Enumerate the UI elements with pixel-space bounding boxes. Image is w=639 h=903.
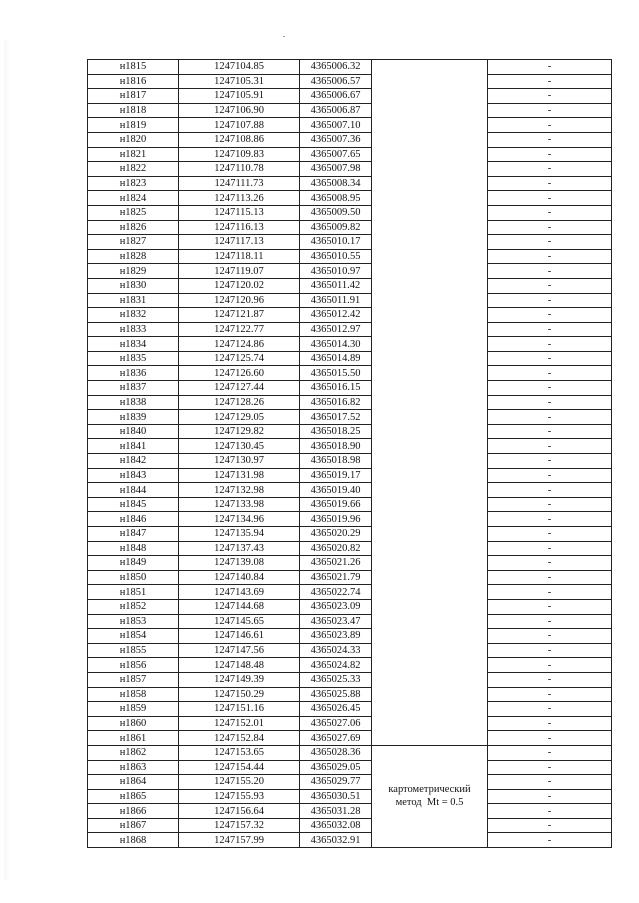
x-coordinate-cell: 1247152.84 bbox=[179, 731, 300, 746]
status-cell: - bbox=[488, 672, 612, 687]
status-cell: - bbox=[488, 731, 612, 746]
coordinates-table-body bbox=[88, 60, 612, 848]
y-coordinate-cell: 4365019.66 bbox=[300, 497, 372, 512]
point-id-cell: н1816 bbox=[88, 74, 179, 89]
y-coordinate-cell: 4365011.91 bbox=[300, 293, 372, 308]
status-cell: - bbox=[488, 191, 612, 206]
point-id-cell: н1845 bbox=[88, 497, 179, 512]
table-row bbox=[88, 775, 612, 790]
table-row bbox=[88, 89, 612, 104]
x-coordinate-cell: 1247120.02 bbox=[179, 278, 300, 293]
status-cell: - bbox=[488, 716, 612, 731]
table-row bbox=[88, 235, 612, 250]
status-cell: - bbox=[488, 541, 612, 556]
table-row bbox=[88, 789, 612, 804]
status-cell: - bbox=[488, 512, 612, 527]
status-cell: - bbox=[488, 439, 612, 454]
status-cell: - bbox=[488, 497, 612, 512]
y-coordinate-cell: 4365030.51 bbox=[300, 789, 372, 804]
point-id-cell: н1836 bbox=[88, 366, 179, 381]
x-coordinate-cell: 1247143.69 bbox=[179, 585, 300, 600]
y-coordinate-cell: 4365018.25 bbox=[300, 424, 372, 439]
y-coordinate-cell: 4365015.50 bbox=[300, 366, 372, 381]
table-row bbox=[88, 118, 612, 133]
status-cell: - bbox=[488, 162, 612, 177]
point-id-cell: н1854 bbox=[88, 629, 179, 644]
x-coordinate-cell: 1247119.07 bbox=[179, 264, 300, 279]
status-cell: - bbox=[488, 308, 612, 323]
table-row bbox=[88, 191, 612, 206]
status-cell: - bbox=[488, 468, 612, 483]
table-row bbox=[88, 103, 612, 118]
table-row bbox=[88, 147, 612, 162]
table-row bbox=[88, 658, 612, 673]
status-cell: - bbox=[488, 264, 612, 279]
table-row bbox=[88, 629, 612, 644]
x-coordinate-cell: 1247129.82 bbox=[179, 424, 300, 439]
point-id-cell: н1858 bbox=[88, 687, 179, 702]
status-cell: - bbox=[488, 629, 612, 644]
status-cell: - bbox=[488, 381, 612, 396]
table-row bbox=[88, 220, 612, 235]
point-id-cell: н1861 bbox=[88, 731, 179, 746]
y-coordinate-cell: 4365024.33 bbox=[300, 643, 372, 658]
status-cell: - bbox=[488, 176, 612, 191]
table-row bbox=[88, 570, 612, 585]
y-coordinate-cell: 4365031.28 bbox=[300, 804, 372, 819]
x-coordinate-cell: 1247125.74 bbox=[179, 351, 300, 366]
x-coordinate-cell: 1247150.29 bbox=[179, 687, 300, 702]
y-coordinate-cell: 4365024.82 bbox=[300, 658, 372, 673]
status-cell: - bbox=[488, 103, 612, 118]
x-coordinate-cell: 1247152.01 bbox=[179, 716, 300, 731]
status-cell: - bbox=[488, 337, 612, 352]
table-row bbox=[88, 745, 612, 760]
point-id-cell: н1851 bbox=[88, 585, 179, 600]
point-id-cell: н1840 bbox=[88, 424, 179, 439]
table-row bbox=[88, 614, 612, 629]
y-coordinate-cell: 4365010.97 bbox=[300, 264, 372, 279]
table-row bbox=[88, 162, 612, 177]
table-row bbox=[88, 833, 612, 848]
x-coordinate-cell: 1247157.32 bbox=[179, 818, 300, 833]
table-row bbox=[88, 249, 612, 264]
status-cell: - bbox=[488, 658, 612, 673]
x-coordinate-cell: 1247122.77 bbox=[179, 322, 300, 337]
table-row bbox=[88, 818, 612, 833]
table-row bbox=[88, 512, 612, 527]
table-row bbox=[88, 760, 612, 775]
x-coordinate-cell: 1247111.73 bbox=[179, 176, 300, 191]
point-id-cell: н1834 bbox=[88, 337, 179, 352]
table-row bbox=[88, 74, 612, 89]
point-id-cell: н1852 bbox=[88, 599, 179, 614]
y-coordinate-cell: 4365032.91 bbox=[300, 833, 372, 848]
status-cell: - bbox=[488, 775, 612, 790]
status-cell: - bbox=[488, 614, 612, 629]
y-coordinate-cell: 4365029.05 bbox=[300, 760, 372, 775]
x-coordinate-cell: 1247149.39 bbox=[179, 672, 300, 687]
status-cell: - bbox=[488, 527, 612, 542]
point-id-cell: н1824 bbox=[88, 191, 179, 206]
status-cell: - bbox=[488, 687, 612, 702]
x-coordinate-cell: 1247110.78 bbox=[179, 162, 300, 177]
table-row bbox=[88, 731, 612, 746]
y-coordinate-cell: 4365019.40 bbox=[300, 483, 372, 498]
point-id-cell: н1859 bbox=[88, 702, 179, 717]
y-coordinate-cell: 4365009.50 bbox=[300, 205, 372, 220]
point-id-cell: н1865 bbox=[88, 789, 179, 804]
point-id-cell: н1862 bbox=[88, 745, 179, 760]
y-coordinate-cell: 4365032.08 bbox=[300, 818, 372, 833]
x-coordinate-cell: 1247154.44 bbox=[179, 760, 300, 775]
y-coordinate-cell: 4365017.52 bbox=[300, 410, 372, 425]
table-row bbox=[88, 366, 612, 381]
y-coordinate-cell: 4365018.98 bbox=[300, 454, 372, 469]
method-note-cell bbox=[372, 745, 488, 847]
status-cell: - bbox=[488, 205, 612, 220]
y-coordinate-cell: 4365023.09 bbox=[300, 599, 372, 614]
x-coordinate-cell: 1247121.87 bbox=[179, 308, 300, 323]
point-id-cell: н1867 bbox=[88, 818, 179, 833]
table-row bbox=[88, 132, 612, 147]
table-row bbox=[88, 585, 612, 600]
table-row bbox=[88, 527, 612, 542]
table-row bbox=[88, 395, 612, 410]
y-coordinate-cell: 4365019.17 bbox=[300, 468, 372, 483]
point-id-cell: н1819 bbox=[88, 118, 179, 133]
table-row bbox=[88, 176, 612, 191]
point-id-cell: н1849 bbox=[88, 556, 179, 571]
status-cell: - bbox=[488, 818, 612, 833]
status-cell: - bbox=[488, 118, 612, 133]
x-coordinate-cell: 1247124.86 bbox=[179, 337, 300, 352]
x-coordinate-cell: 1247135.94 bbox=[179, 527, 300, 542]
x-coordinate-cell: 1247139.08 bbox=[179, 556, 300, 571]
status-cell: - bbox=[488, 366, 612, 381]
point-id-cell: н1822 bbox=[88, 162, 179, 177]
table-row bbox=[88, 424, 612, 439]
method-note-line1: картометрический bbox=[388, 784, 471, 796]
status-cell: - bbox=[488, 804, 612, 819]
x-coordinate-cell: 1247129.05 bbox=[179, 410, 300, 425]
point-id-cell: н1868 bbox=[88, 833, 179, 848]
y-coordinate-cell: 4365027.06 bbox=[300, 716, 372, 731]
point-id-cell: н1828 bbox=[88, 249, 179, 264]
y-coordinate-cell: 4365007.10 bbox=[300, 118, 372, 133]
table-row bbox=[88, 672, 612, 687]
point-id-cell: н1830 bbox=[88, 278, 179, 293]
table-row bbox=[88, 468, 612, 483]
x-coordinate-cell: 1247127.44 bbox=[179, 381, 300, 396]
status-cell: - bbox=[488, 833, 612, 848]
y-coordinate-cell: 4365023.47 bbox=[300, 614, 372, 629]
x-coordinate-cell: 1247104.85 bbox=[179, 60, 300, 75]
status-cell: - bbox=[488, 556, 612, 571]
x-coordinate-cell: 1247144.68 bbox=[179, 599, 300, 614]
point-id-cell: н1831 bbox=[88, 293, 179, 308]
point-id-cell: н1866 bbox=[88, 804, 179, 819]
x-coordinate-cell: 1247116.13 bbox=[179, 220, 300, 235]
x-coordinate-cell: 1247118.11 bbox=[179, 249, 300, 264]
table-row bbox=[88, 804, 612, 819]
table-row bbox=[88, 483, 612, 498]
y-coordinate-cell: 4365029.77 bbox=[300, 775, 372, 790]
status-cell: - bbox=[488, 483, 612, 498]
table-row bbox=[88, 264, 612, 279]
y-coordinate-cell: 4365007.98 bbox=[300, 162, 372, 177]
table-row bbox=[88, 308, 612, 323]
status-cell: - bbox=[488, 454, 612, 469]
status-cell: - bbox=[488, 410, 612, 425]
y-coordinate-cell: 4365011.42 bbox=[300, 278, 372, 293]
x-coordinate-cell: 1247155.93 bbox=[179, 789, 300, 804]
table-row bbox=[88, 351, 612, 366]
status-cell: - bbox=[488, 643, 612, 658]
y-coordinate-cell: 4365021.79 bbox=[300, 570, 372, 585]
point-id-cell: н1818 bbox=[88, 103, 179, 118]
table-row bbox=[88, 381, 612, 396]
point-id-cell: н1829 bbox=[88, 264, 179, 279]
x-coordinate-cell: 1247153.65 bbox=[179, 745, 300, 760]
x-coordinate-cell: 1247133.98 bbox=[179, 497, 300, 512]
y-coordinate-cell: 4365021.26 bbox=[300, 556, 372, 571]
y-coordinate-cell: 4365009.82 bbox=[300, 220, 372, 235]
y-coordinate-cell: 4365007.36 bbox=[300, 132, 372, 147]
x-coordinate-cell: 1247134.96 bbox=[179, 512, 300, 527]
table-row bbox=[88, 454, 612, 469]
y-coordinate-cell: 4365028.36 bbox=[300, 745, 372, 760]
y-coordinate-cell: 4365020.29 bbox=[300, 527, 372, 542]
scan-margin-shadow bbox=[4, 40, 10, 880]
table-row bbox=[88, 716, 612, 731]
point-id-cell: н1825 bbox=[88, 205, 179, 220]
point-id-cell: н1817 bbox=[88, 89, 179, 104]
status-cell: - bbox=[488, 351, 612, 366]
y-coordinate-cell: 4365027.69 bbox=[300, 731, 372, 746]
point-id-cell: н1841 bbox=[88, 439, 179, 454]
point-id-cell: н1821 bbox=[88, 147, 179, 162]
point-id-cell: н1855 bbox=[88, 643, 179, 658]
x-coordinate-cell: 1247130.97 bbox=[179, 454, 300, 469]
point-id-cell: н1846 bbox=[88, 512, 179, 527]
x-coordinate-cell: 1247151.16 bbox=[179, 702, 300, 717]
table-row bbox=[88, 322, 612, 337]
method-cell-empty bbox=[372, 60, 488, 746]
x-coordinate-cell: 1247130.45 bbox=[179, 439, 300, 454]
y-coordinate-cell: 4365008.34 bbox=[300, 176, 372, 191]
table-row bbox=[88, 410, 612, 425]
status-cell: - bbox=[488, 585, 612, 600]
x-coordinate-cell: 1247146.61 bbox=[179, 629, 300, 644]
scan-artifact bbox=[283, 36, 285, 37]
status-cell: - bbox=[488, 220, 612, 235]
point-id-cell: н1826 bbox=[88, 220, 179, 235]
y-coordinate-cell: 4365014.89 bbox=[300, 351, 372, 366]
table-row bbox=[88, 643, 612, 658]
point-id-cell: н1815 bbox=[88, 60, 179, 75]
status-cell: - bbox=[488, 599, 612, 614]
status-cell: - bbox=[488, 789, 612, 804]
point-id-cell: н1856 bbox=[88, 658, 179, 673]
y-coordinate-cell: 4365008.95 bbox=[300, 191, 372, 206]
y-coordinate-cell: 4365012.42 bbox=[300, 308, 372, 323]
x-coordinate-cell: 1247107.88 bbox=[179, 118, 300, 133]
status-cell: - bbox=[488, 395, 612, 410]
status-cell: - bbox=[488, 570, 612, 585]
point-id-cell: н1850 bbox=[88, 570, 179, 585]
point-id-cell: н1844 bbox=[88, 483, 179, 498]
x-coordinate-cell: 1247113.26 bbox=[179, 191, 300, 206]
y-coordinate-cell: 4365014.30 bbox=[300, 337, 372, 352]
x-coordinate-cell: 1247105.91 bbox=[179, 89, 300, 104]
table-row bbox=[88, 278, 612, 293]
x-coordinate-cell: 1247126.60 bbox=[179, 366, 300, 381]
x-coordinate-cell: 1247148.48 bbox=[179, 658, 300, 673]
x-coordinate-cell: 1247120.96 bbox=[179, 293, 300, 308]
y-coordinate-cell: 4365018.90 bbox=[300, 439, 372, 454]
point-id-cell: н1820 bbox=[88, 132, 179, 147]
point-id-cell: н1823 bbox=[88, 176, 179, 191]
x-coordinate-cell: 1247147.56 bbox=[179, 643, 300, 658]
x-coordinate-cell: 1247155.20 bbox=[179, 775, 300, 790]
table-row bbox=[88, 702, 612, 717]
point-id-cell: н1839 bbox=[88, 410, 179, 425]
table-row bbox=[88, 439, 612, 454]
x-coordinate-cell: 1247137.43 bbox=[179, 541, 300, 556]
x-coordinate-cell: 1247106.90 bbox=[179, 103, 300, 118]
x-coordinate-cell: 1247128.26 bbox=[179, 395, 300, 410]
status-cell: - bbox=[488, 132, 612, 147]
y-coordinate-cell: 4365022.74 bbox=[300, 585, 372, 600]
method-note-line2: метод Mt = 0.5 bbox=[395, 797, 464, 809]
status-cell: - bbox=[488, 235, 612, 250]
y-coordinate-cell: 4365026.45 bbox=[300, 702, 372, 717]
point-id-cell: н1853 bbox=[88, 614, 179, 629]
table-row bbox=[88, 497, 612, 512]
status-cell: - bbox=[488, 293, 612, 308]
status-cell: - bbox=[488, 60, 612, 75]
point-id-cell: н1833 bbox=[88, 322, 179, 337]
table-row bbox=[88, 205, 612, 220]
point-id-cell: н1843 bbox=[88, 468, 179, 483]
y-coordinate-cell: 4365025.88 bbox=[300, 687, 372, 702]
x-coordinate-cell: 1247109.83 bbox=[179, 147, 300, 162]
status-cell: - bbox=[488, 745, 612, 760]
status-cell: - bbox=[488, 702, 612, 717]
y-coordinate-cell: 4365010.55 bbox=[300, 249, 372, 264]
status-cell: - bbox=[488, 760, 612, 775]
y-coordinate-cell: 4365006.57 bbox=[300, 74, 372, 89]
x-coordinate-cell: 1247105.31 bbox=[179, 74, 300, 89]
y-coordinate-cell: 4365025.33 bbox=[300, 672, 372, 687]
y-coordinate-cell: 4365012.97 bbox=[300, 322, 372, 337]
x-coordinate-cell: 1247117.13 bbox=[179, 235, 300, 250]
point-id-cell: н1835 bbox=[88, 351, 179, 366]
status-cell: - bbox=[488, 249, 612, 264]
x-coordinate-cell: 1247131.98 bbox=[179, 468, 300, 483]
point-id-cell: н1847 bbox=[88, 527, 179, 542]
point-id-cell: н1864 bbox=[88, 775, 179, 790]
x-coordinate-cell: 1247157.99 bbox=[179, 833, 300, 848]
table-row bbox=[88, 337, 612, 352]
point-id-cell: н1838 bbox=[88, 395, 179, 410]
y-coordinate-cell: 4365007.65 bbox=[300, 147, 372, 162]
point-id-cell: н1827 bbox=[88, 235, 179, 250]
status-cell: - bbox=[488, 278, 612, 293]
y-coordinate-cell: 4365010.17 bbox=[300, 235, 372, 250]
status-cell: - bbox=[488, 322, 612, 337]
table-row bbox=[88, 556, 612, 571]
table-row bbox=[88, 293, 612, 308]
x-coordinate-cell: 1247108.86 bbox=[179, 132, 300, 147]
x-coordinate-cell: 1247145.65 bbox=[179, 614, 300, 629]
table-row bbox=[88, 541, 612, 556]
y-coordinate-cell: 4365016.15 bbox=[300, 381, 372, 396]
table-row bbox=[88, 599, 612, 614]
point-id-cell: н1863 bbox=[88, 760, 179, 775]
x-coordinate-cell: 1247140.84 bbox=[179, 570, 300, 585]
y-coordinate-cell: 4365020.82 bbox=[300, 541, 372, 556]
point-id-cell: н1842 bbox=[88, 454, 179, 469]
y-coordinate-cell: 4365016.82 bbox=[300, 395, 372, 410]
status-cell: - bbox=[488, 147, 612, 162]
x-coordinate-cell: 1247156.64 bbox=[179, 804, 300, 819]
table-row bbox=[88, 687, 612, 702]
x-coordinate-cell: 1247132.98 bbox=[179, 483, 300, 498]
coordinates-table bbox=[87, 59, 612, 848]
y-coordinate-cell: 4365006.67 bbox=[300, 89, 372, 104]
status-cell: - bbox=[488, 424, 612, 439]
point-id-cell: н1832 bbox=[88, 308, 179, 323]
y-coordinate-cell: 4365023.89 bbox=[300, 629, 372, 644]
table-row bbox=[88, 60, 612, 75]
point-id-cell: н1857 bbox=[88, 672, 179, 687]
point-id-cell: н1837 bbox=[88, 381, 179, 396]
x-coordinate-cell: 1247115.13 bbox=[179, 205, 300, 220]
point-id-cell: н1848 bbox=[88, 541, 179, 556]
y-coordinate-cell: 4365006.32 bbox=[300, 60, 372, 75]
status-cell: - bbox=[488, 74, 612, 89]
y-coordinate-cell: 4365019.96 bbox=[300, 512, 372, 527]
y-coordinate-cell: 4365006.87 bbox=[300, 103, 372, 118]
point-id-cell: н1860 bbox=[88, 716, 179, 731]
status-cell: - bbox=[488, 89, 612, 104]
